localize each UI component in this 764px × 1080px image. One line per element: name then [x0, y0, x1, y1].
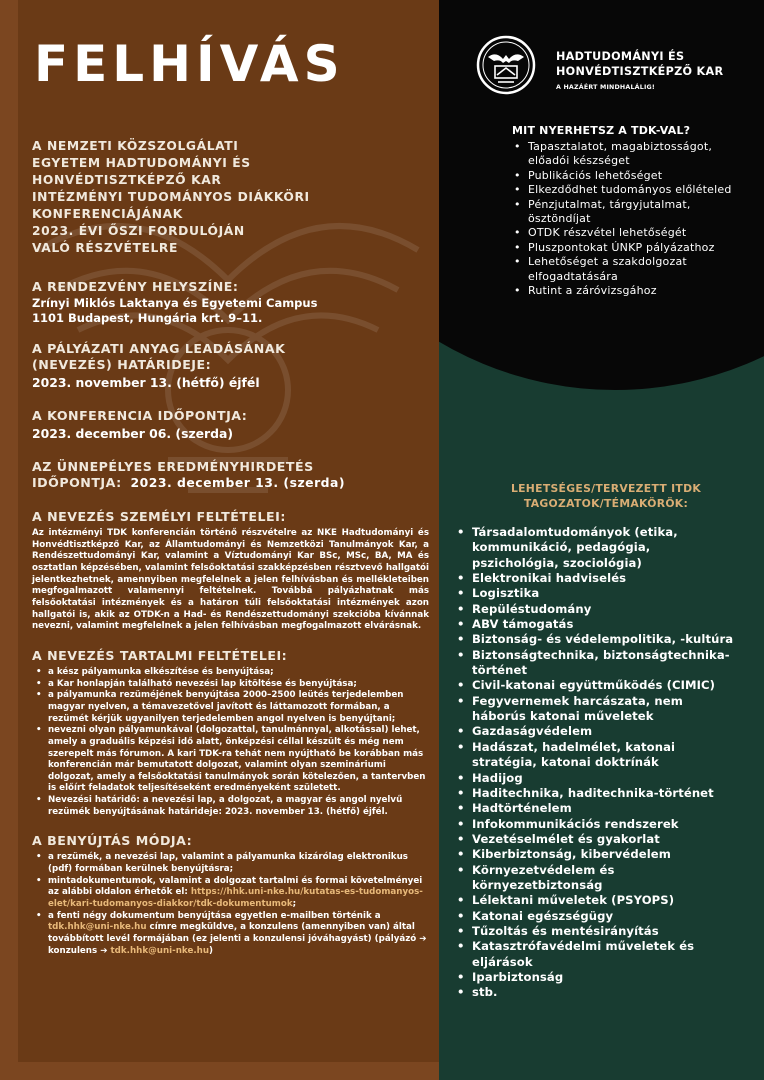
gains-list — [512, 140, 756, 298]
section-item: • stb. — [472, 985, 734, 1000]
submission-item-2-text: mintadokumentumok, valamint a dolgozat tartalmi és formai követelményei az alábbi oldalon érhetők el: — [48, 875, 423, 898]
results-heading-2: IDŐPONTJA: — [32, 475, 122, 490]
deadline-heading-2: (NEVEZÉS) HATÁRIDEJE: — [32, 357, 212, 372]
gain-item: • Rutint a záróvizsgához — [528, 284, 756, 298]
submission-section — [32, 833, 429, 957]
content-heading: A NEVEZÉS TARTALMI FELTÉTELEI: — [32, 647, 288, 663]
deadline-heading-1: A PÁLYÁZATI ANYAG LEADÁSÁNAK — [32, 341, 286, 356]
submission-item-3-c: ) — [209, 945, 214, 956]
venue-line-2: 1101 Budapest, Hungária krt. 9–11. — [32, 311, 263, 325]
submission-item — [48, 876, 429, 911]
gain-item: • Tapasztalatot, magabiztosságot, előadói készséget — [528, 140, 756, 169]
conference-heading: A KONFERENCIA IDŐPONTJA: — [32, 408, 248, 423]
submission-item-2-end: ; — [292, 899, 297, 910]
content-item: • Nevezési határidő: a nevezési lap, a dolgozat, a magyar és angol nyelvű rezümék benyújtásának határideje: 2023. november 13. (hétfő) éjfél. — [48, 795, 429, 818]
conference-value: 2023. december 06. (szerda) — [32, 426, 234, 441]
results-heading-1: AZ ÜNNEPÉLYES EREDMÉNYHIRDETÉS — [32, 459, 314, 474]
section-item: • Civil-katonai együttműködés (CIMIC) — [472, 678, 734, 693]
section-item: • Iparbiztonság — [472, 970, 734, 985]
faculty-name — [556, 49, 756, 79]
section-item: • Hadijog — [472, 771, 734, 786]
content-list — [32, 667, 429, 819]
submission-list — [32, 852, 429, 957]
deadline-value: 2023. november 13. (hétfő) éjfél — [32, 375, 260, 390]
sections-title-line-2: TAGOZATOK/TÉMAKÖRÖK: — [523, 497, 689, 510]
section-item: • Logisztika — [472, 586, 734, 601]
eagle-emblem-icon — [476, 35, 536, 95]
sections-title-line-1: LEHETSÉGES/TERVEZETT ITDK — [510, 482, 702, 495]
section-item: • Haditechnika, haditechnika-történet — [472, 786, 734, 801]
content-section — [32, 648, 429, 819]
faculty-logo — [476, 35, 536, 95]
content-item: • a pályamunka rezüméjének benyújtása 2000–2500 leütés terjedelemben magyar nyelven, a témavezetővel javított és láttamozott formában, a rezümét kérjük ugyanilyen terjedelemben angol nyelven is benyújtani; — [48, 690, 429, 725]
personal-text: Az intézményi TDK konferencián történő részvételre az NKE Hadtudományi és Honvédtisztképző Kar, az Államtudományi és Nemzetközi Tanulmányok Kar, a Rendészettudományi Kar, valamint a Víztudományi Kar BSc, MSc, BA, MA és osztatlan képzésében, valamint felsőoktatási szakképzésben résztvevő hallgatói jelentkezhetnek, amennyiben megfelelnek a jelen felhívásban és mellékleteiben megfogalmazott valamennyi feltételnek. Továbbá pályázhatnak más felsőoktatási intézmények és a határon túli felsőoktatási intézmények azon hallgatói is, akik az OTDK-n a Had- és Rendészettudományi szekcióba kívánnak nevezni, valamint megfelelnek a jelen felhívásban megfogalmazott elvárásnak. — [32, 528, 429, 632]
venue-heading: A RENDEZVÉNY HELYSZÍNE: — [32, 279, 239, 294]
section-item: • Infokommunikációs rendszerek — [472, 817, 734, 832]
section-item: • Társadalomtudományok (etika, kommunikáció, pedagógia, pszichológia, szociológia) — [472, 525, 734, 571]
personal-heading: A NEVEZÉS SZEMÉLYI FELTÉTELEI: — [32, 509, 286, 524]
section-item: • Elektronikai hadviselés — [472, 571, 734, 586]
gain-item: • OTDK részvétel lehetőségét — [528, 226, 756, 240]
section-item: • Környezetvédelem és környezetbiztonság — [472, 863, 734, 894]
section-item: • Gazdaságvédelem — [472, 724, 734, 739]
section-item: • Vezetéselmélet és gyakorlat — [472, 832, 734, 847]
gain-item: • Elkezdődhet tudományos előlételed — [528, 183, 756, 197]
section-item: • Fegyvernemek harcászata, nem háborús katonai műveletek — [472, 694, 734, 725]
email-link[interactable]: tdk.hhk@uni-nke.hu — [48, 922, 147, 933]
content-item: • a Kar honlapján található nevezési lap kitöltése és benyújtása; — [48, 679, 429, 691]
gain-item: • Publikációs lehetőséget — [528, 169, 756, 183]
section-item: • ABV támogatás — [472, 617, 734, 632]
faculty-motto: A HAZÁÉRT MINDHALÁLIG! — [556, 84, 655, 91]
gain-item: • Pluszpontokat ÚNKP pályázathoz — [528, 241, 756, 255]
gain-item: • Lehetőséget a szakdolgozat elfogadtatására — [528, 255, 756, 284]
sections-title — [448, 481, 764, 511]
section-item: • Katasztrófavédelmi műveletek és eljárások — [472, 939, 734, 970]
documents-link[interactable]: https://hhk.uni-nke.hu/kutatas-es-tudomanyos-elet/kari-tudomanyos-diakkor/tdk-dokumentumok — [48, 887, 423, 910]
content-item: • a kész pályamunka elkészítése és benyújtása; — [48, 667, 429, 679]
content-item: • nevezni olyan pályamunkával (dolgozattal, tanulmánnyal, alkotással) lehet, amely a graduális képzési idő alatt, önképzési céllal készült és még nem szerepelt más fórumon. A kari TDK-ra tehát nem nyújtható be korábban más konferencián már bemutatott dolgozat, valamint olyan szemináriumi dolgozat, amely a felsőoktatási tanulmányok során kötelezően, a tantervben is előírt feladatok teljesítéseként eredményeként született. — [48, 725, 429, 795]
submission-item-3-b: címre megküldve, a konzulens (amennyiben van) által továbbított levél formájában (ez jelenti a konzulensi jóváhagyást) (pályázó ➔ konzulens ➔ — [48, 922, 427, 956]
section-item: • Biztonság- és védelempolitika, -kultúra — [472, 632, 734, 647]
left-panel — [18, 0, 439, 1062]
section-item: • Hadászat, hadelmélet, katonai stratégia, katonai doktrínák — [472, 740, 734, 771]
section-item: • Lélektani műveletek (PSYOPS) — [472, 893, 734, 908]
submission-item-3-a: a fenti négy dokumentum benyújtása egyetlen e-mailben történik a — [48, 910, 381, 921]
email-link[interactable]: tdk.hhk@uni-nke.hu — [110, 945, 210, 956]
call-subtitle: A NEMZETI KÖZSZOLGÁLATI EGYETEM HADTUDOMÁNYI ÉS HONVÉDTISZTKÉPZŐ KAR INTÉZMÉNYI TUDOMÁNYOS DIÁKKÖRI KONFERENCIÁJÁNAK 2023. ÉVI ŐSZI FORDULÓJÁN VALÓ RÉSZVÉTELRE — [32, 139, 310, 255]
section-item: • Biztonságtechnika, biztonságtechnika-történet — [472, 648, 734, 679]
page-title: FELHÍVÁS — [34, 35, 345, 93]
submission-item: • a rezümék, a nevezési lap, valamint a pályamunka kizárólag elektronikus (pdf) formában kerülnek benyújtásra; — [48, 852, 429, 875]
venue-line-1: Zrínyi Miklós Laktanya és Egyetemi Campus — [32, 296, 318, 310]
section-item: • Tűzoltás és mentésirányítás — [472, 924, 734, 939]
faculty-name-line-2: HONVÉDTISZTKÉPZŐ KAR — [556, 65, 724, 78]
submission-item — [48, 911, 429, 958]
sections-list — [472, 525, 734, 1001]
section-item: • Kiberbiztonság, kibervédelem — [472, 847, 734, 862]
section-item: • Katonai egészségügy — [472, 909, 734, 924]
section-item: • Hadtörténelem — [472, 801, 734, 816]
faculty-name-line-1: HADTUDOMÁNYI ÉS — [556, 50, 685, 63]
results-value: 2023. december 13. (szerda) — [130, 475, 346, 490]
gain-item: • Pénzjutalmat, tárgyjutalmat, ösztöndíjat — [528, 198, 756, 227]
submission-heading: A BENYÚJTÁS MÓDJA: — [32, 833, 193, 849]
section-item: • Repüléstudomány — [472, 602, 734, 617]
gains-title: MIT NYERHETSZ A TDK-VAL? — [512, 124, 691, 137]
faded-eagle-icon — [18, 130, 438, 550]
